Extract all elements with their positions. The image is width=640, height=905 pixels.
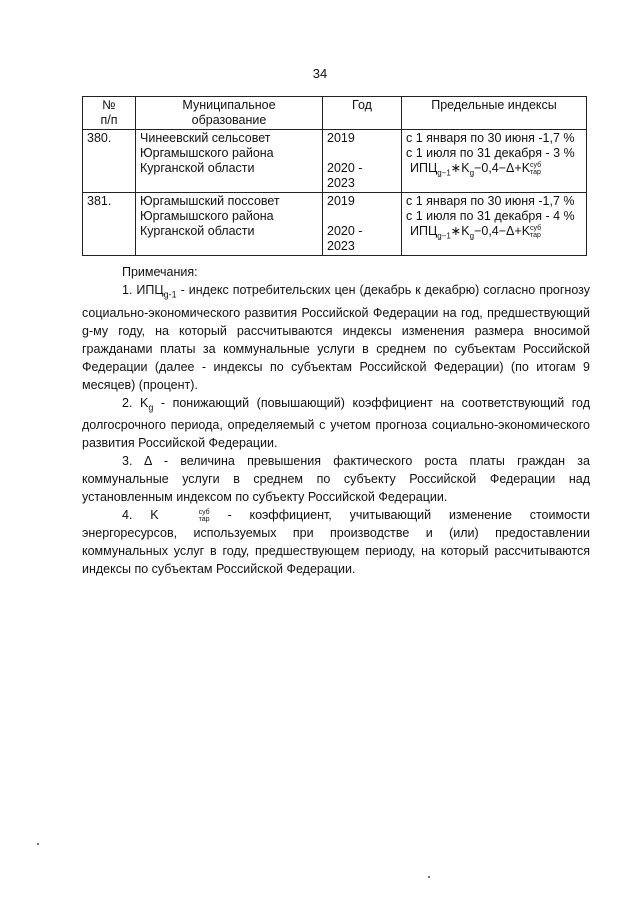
row-municipality xyxy=(136,130,323,193)
row-municipality xyxy=(136,193,323,256)
indices-table xyxy=(82,96,587,256)
header-num-text: № п/п xyxy=(100,98,118,127)
year-value: 2020 - xyxy=(327,224,363,238)
index-line: с 1 января по 30 июня -1,7 % xyxy=(406,194,575,208)
municipality-line: Курганской области xyxy=(140,161,255,175)
municipality-line: Юргамышского района xyxy=(140,209,274,223)
row-year xyxy=(323,193,402,256)
municipality-line: Курганской области xyxy=(140,224,255,238)
row-indices xyxy=(402,130,587,193)
notes-heading: Примечания: xyxy=(122,265,198,279)
note-4: 4. K суб тар - коэффициент, учитывающий изменение стоимости энергоресурсов, используемых при производстве и (или) предоставлении коммунальных услуг в году, предшествующем периоду, на который рассчитываются индексы по субъектам Российской Федерации. xyxy=(82,508,590,576)
year-value: 2023 xyxy=(327,176,355,190)
year-value: 2023 xyxy=(327,239,355,253)
scan-artifact xyxy=(37,843,39,845)
note-1: 1. $ИПЦ_{g-1}$ - индекс потребительских цен (декабрь к декабрю) согласно прогнозу социально-экономического развития Российской Федерации на год, предшествующий g-му году, на который рассчитываются индексы изменения размера вносимой гражданами платы за коммунальные услуги в среднем по субъектам Российской Федерации (далее - индексы по субъектам Российской Федерации) (по итогам 9 месяцев) (процент). xyxy=(82,283,590,392)
scan-artifact xyxy=(428,876,430,878)
header-municipality-text: Муниципальное образование xyxy=(182,98,276,127)
year-value: 2019 xyxy=(327,194,355,208)
header-indices: Предельные индексы xyxy=(402,97,587,130)
municipality-line: Юргамышский поссовет xyxy=(140,194,280,208)
year-value: 2019 xyxy=(327,131,355,145)
index-line: с 1 июля по 31 декабря - 4 % xyxy=(406,209,575,223)
index-line: с 1 января по 30 июня -1,7 % xyxy=(406,131,575,145)
row-number: 380. xyxy=(83,130,136,193)
header-municipality xyxy=(136,97,323,130)
row-year xyxy=(323,130,402,193)
header-year: Год xyxy=(323,97,402,130)
row-number: 381. xyxy=(83,193,136,256)
table-row xyxy=(83,193,587,256)
year-value: 2020 - xyxy=(327,161,363,175)
note-2: 2. $K_g$ - понижающий (повышающий) коэффициент на соответствующий год долгосрочного периода, определяемый с учетом прогноза социально-экономического развития Российской Федерации. xyxy=(82,395,590,450)
table-header-row xyxy=(83,97,587,130)
page-number: 34 xyxy=(312,66,328,81)
municipality-line: Чинеевский сельсовет xyxy=(140,131,271,145)
note-3: 3. Δ - величина превышения фактического роста платы граждан за коммунальные услуги в среднем по субъекту Российской Федерации над установленным индексом по субъекту Российской Федерации. xyxy=(82,454,590,504)
index-line: с 1 июля по 31 декабря - 3 % xyxy=(406,146,575,160)
table-row xyxy=(83,130,587,193)
header-num xyxy=(83,97,136,130)
index-formula: $ИПЦ_{g-1}∗K_g-0,4-\Delta+K$ суб тар xyxy=(410,161,542,178)
index-formula: $ИПЦ_{g-1}∗K_g-0,4-\Delta+K$ суб тар xyxy=(410,224,542,241)
row-indices xyxy=(402,193,587,256)
notes-section xyxy=(82,263,590,578)
municipality-line: Юргамышского района xyxy=(140,146,274,160)
